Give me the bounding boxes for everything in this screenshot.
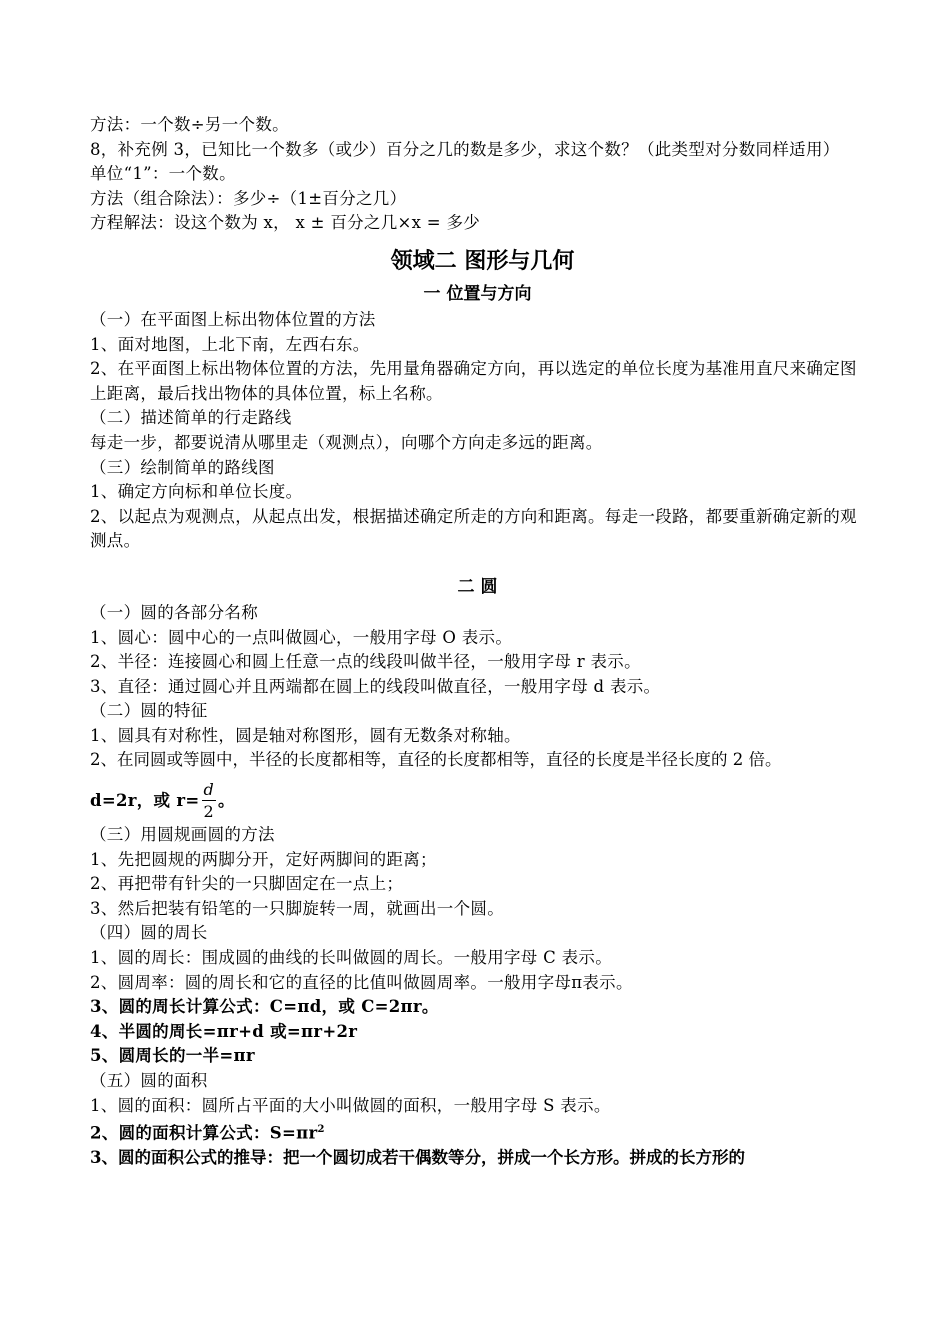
section-line: 1、圆的周长：围成圆的曲线的长叫做圆的周长。一般用字母 C 表示。 [90, 948, 613, 968]
area-formula-text: 2、圆的面积计算公式：S=πr [90, 1123, 318, 1143]
formula-suffix: 。 [218, 790, 235, 810]
section-circle-body [90, 601, 865, 1171]
intro-line: 方法：一个数÷另一个数。 [90, 115, 289, 134]
section-line: 1、先把圆规的两脚分开，定好两脚间的距离； [90, 849, 437, 869]
section-line: 1、确定方向标和单位长度。 [90, 482, 303, 502]
fraction-numerator: d [203, 780, 215, 800]
section-line: 1、面对地图，上北下南，左西右东。 [90, 334, 370, 354]
area-definition: 1、圆的面积：圆所占平面的大小叫做圆的面积，一般用字母 S 表示。 [90, 1095, 611, 1115]
radius-formula [90, 779, 865, 823]
section-line: （三）绘制简单的路线图 [90, 457, 275, 477]
section-line: （二）描述简单的行走路线 [90, 408, 292, 428]
intro-line: 单位“1”：一个数。 [90, 164, 236, 184]
section-line: 2、在同圆或等圆中，半径的长度都相等，直径的长度都相等，直径的长度是半径长度的 2 倍。 [90, 750, 782, 770]
intro-line: 方程解法：设这个数为 x， x ± 百分之几×x = 多少 [90, 213, 481, 233]
area-formula [90, 1118, 865, 1146]
section-title-circle: 二 圆 [457, 576, 498, 597]
section-line: 每走一步，都要说清从哪里走（观测点），向哪个方向走多远的距离。 [90, 432, 603, 452]
section-line: 2、以起点为观测点，从起点出发，根据描述确定所走的方向和距离。每走一段路，都要重新确定新的观测点。 [90, 506, 857, 551]
section-line: （一）在平面图上标出物体位置的方法 [90, 309, 376, 329]
bold-formula-line: 3、圆的周长计算公式：C=πd，或 C=2πr。 [90, 997, 439, 1017]
area-heading: （五）圆的面积 [90, 1071, 208, 1090]
domain-title: 领域二 图形与几何 [390, 247, 575, 274]
section-line: 3、直径：通过圆心并且两端都在圆上的线段叫做直径，一般用字母 d 表示。 [90, 676, 661, 696]
area-formula-exponent: 2 [317, 1124, 325, 1136]
intro-line: 8，补充例 3，已知比一个数多（或少）百分之几的数是多少，求这个数？（此类型对分数同样适用） [90, 139, 840, 159]
section-title-position: 一 位置与方向 [423, 283, 532, 304]
section-line: （三）用圆规画圆的方法 [90, 825, 275, 845]
bold-formula-line: 4、半圆的周长=πr+d 或=πr+2r [90, 1021, 358, 1041]
section-line: 1、圆具有对称性，圆是轴对称图形，圆有无数条对称轴。 [90, 725, 521, 745]
document-page [90, 113, 865, 1171]
section-line: 2、再把带有针尖的一只脚固定在一点上； [90, 874, 404, 894]
fraction-denominator: 2 [203, 802, 215, 822]
section-position-body [90, 308, 865, 554]
bold-formula-line: 5、圆周长的一半=πr [90, 1046, 255, 1066]
intro-line: 方法（组合除法）：多少÷（1±百分之几） [90, 188, 407, 208]
formula-prefix: d=2r，或 r= [90, 790, 200, 810]
section-line: 2、在平面图上标出物体位置的方法，先用量角器确定方向，再以选定的单位长度为基准用直尺来确定图上距离，最后找出物体的具体位置，标上名称。 [90, 359, 857, 403]
section-line: （四）圆的周长 [90, 923, 208, 943]
section-line: 2、圆周率：圆的周长和它的直径的比值叫做圆周率。一般用字母π表示。 [90, 972, 633, 992]
section-line: 2、半径：连接圆心和圆上任意一点的线段叫做半径，一般用字母 r 表示。 [90, 652, 641, 672]
fraction-d-over-2 [202, 782, 217, 820]
section-line: （一）圆的各部分名称 [90, 602, 258, 622]
section-line: （二）圆的特征 [90, 701, 208, 721]
section-line: 1、圆心：圆中心的一点叫做圆心，一般用字母 O 表示。 [90, 627, 513, 647]
section-line: 3、然后把装有铅笔的一只脚旋转一周，就画出一个圆。 [90, 898, 504, 918]
intro-block [90, 113, 865, 236]
area-derivation: 3、圆的面积公式的推导：把一个圆切成若干偶数等分，拼成一个长方形。拼成的长方形的 [90, 1148, 745, 1168]
